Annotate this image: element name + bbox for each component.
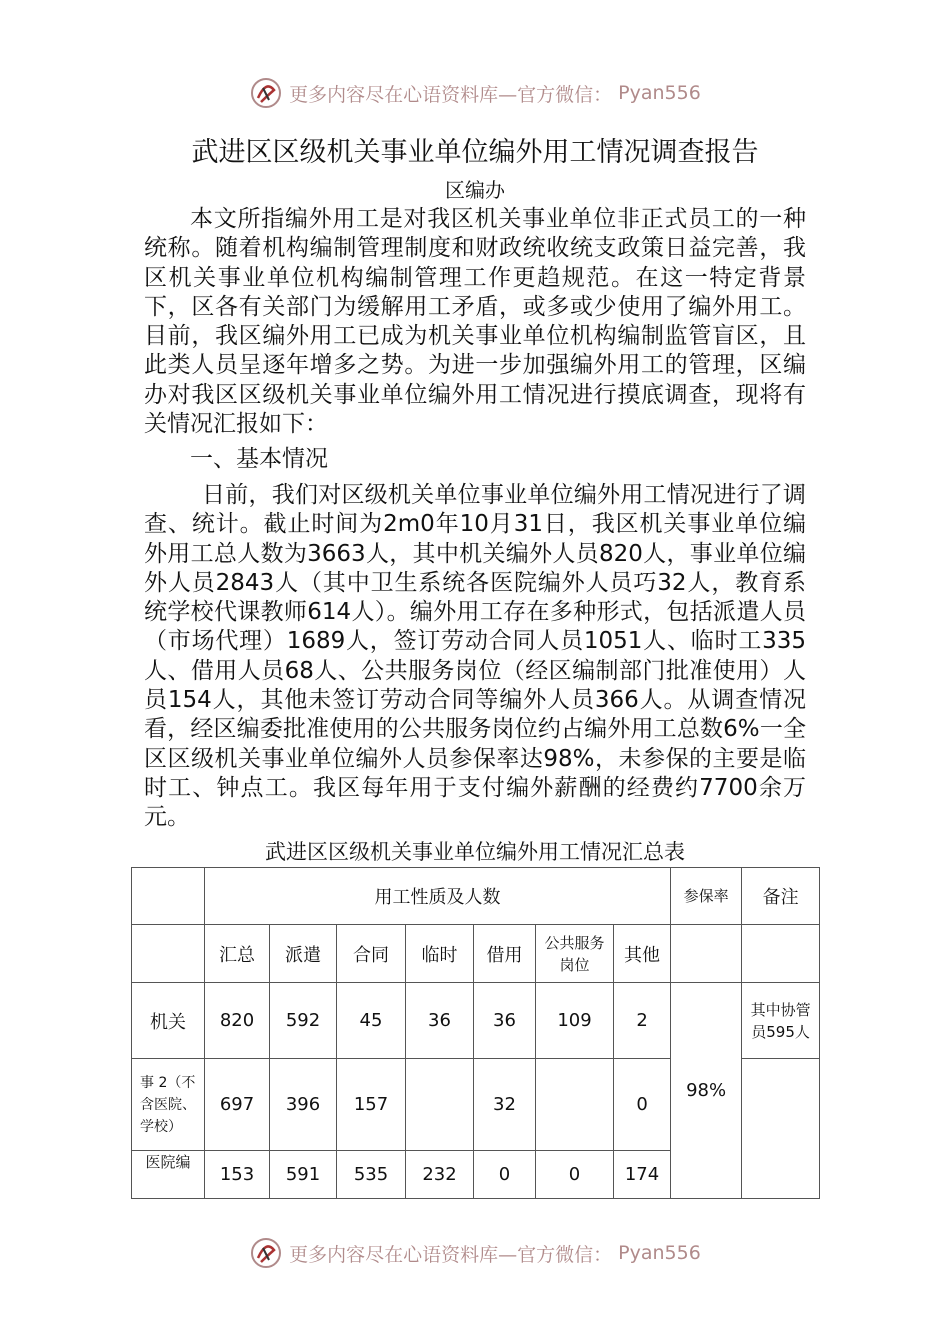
row-label: 医院编 [132,1151,205,1199]
insurance-header-cell: 参保率 [671,868,742,925]
table-cell: 0 [536,1151,614,1199]
table-cell: 535 [337,1151,406,1199]
insurance-rate-cell: 98% [671,983,742,1199]
table-cell: 820 [205,983,270,1059]
table-cell: 174 [614,1151,671,1199]
section-heading-basic: 一、基本情况 [190,446,328,472]
column-header: 借用 [474,925,536,983]
table-cell: 32 [474,1059,536,1151]
table-title: 武进区区级机关事业单位编外用工情况汇总表 [265,840,685,864]
document-title: 武进区区级机关事业单位编外用工情况调查报告 [191,137,759,168]
table-cell: 2 [614,983,671,1059]
table-cell [406,1059,474,1151]
column-header: 其他 [614,925,671,983]
table-cell: 36 [474,983,536,1059]
column-header: 公共服务岗位 [536,925,614,983]
remark-header-cell: 备注 [742,868,820,925]
watermark-text: 更多内容尽在心语资料库—官方微信： [289,83,613,106]
remark-cell [742,1059,820,1199]
column-header: 派遣 [270,925,337,983]
watermark-logo-icon [249,1236,283,1270]
table-cell: 36 [406,983,474,1059]
table-cell: 0 [614,1059,671,1151]
remark-cell: 其中协管员595人 [742,983,820,1059]
document-author: 区编办 [445,178,505,202]
summary-table [131,867,820,1199]
table-header-row-1 [132,868,820,925]
table-cell: 45 [337,983,406,1059]
column-header: 临时 [406,925,474,983]
table-row [132,983,820,1059]
watermark-footer [0,1236,950,1270]
watermark-header [0,76,950,110]
table-empty-cell [742,925,820,983]
row-label: 机关 [132,983,205,1059]
table-cell: 232 [406,1151,474,1199]
intro-paragraph: 本文所指编外用工是对我区机关事业单位非正式员工的一种统称。随着机构编制管理制度和财政统收统支政策日益完善，我区机关事业单位机构编制管理工作更趋规范。在这一特定背景下，区各有关部门为缓解用工矛盾，或多或少使用了编外用工。目前，我区编外用工已成为机关事业单位机构编制监管盲区，且此类人员呈逐年增多之势。为进一步加强编外用工的管理，区编办对我区区级机关事业单位编外用工情况进行摸底调查，现将有关情况汇报如下： [144,206,806,438]
table-cell: 153 [205,1151,270,1199]
table-cell: 697 [205,1059,270,1151]
column-header: 合同 [337,925,406,983]
table-header-row-2 [132,925,820,983]
table-corner-cell [132,868,205,925]
watermark-text: 更多内容尽在心语资料库—官方微信： [289,1243,613,1266]
column-header: 汇总 [205,925,270,983]
table-empty-cell [671,925,742,983]
row-label: 事 2（不含医院、学校） [132,1059,205,1151]
table-cell: 157 [337,1059,406,1151]
table-cell: 592 [270,983,337,1059]
table-empty-cell [132,925,205,983]
watermark-logo-icon [249,76,283,110]
group-header-cell: 用工性质及人数 [205,868,671,925]
table-cell: 109 [536,983,614,1059]
table-cell: 396 [270,1059,337,1151]
watermark-wechat-id: Pyan556 [618,1242,701,1264]
watermark-wechat-id: Pyan556 [618,82,701,104]
section-body-basic: 日前，我们对区级机关单位事业单位编外用工情况进行了调查、统计。截止时间为2m0年10月31日，我区机关事业单位编外用工总人数为3663人，其中机关编外人员820人，事业单位编外人员2843人（其中卫生系统各医院编外人员巧32人，教育系统学校代课教师614人）。编外用工存在多种形式，包括派遣人员（市场代理）1689人，签订劳动合同人员1051人、临时工335人、借用人员68人、公共服务岗位（经区编制部门批准使用）人员154人，其他未签订劳动合同等编外人员366人。从调查情况看，经区编委批准使用的公共服务岗位约占编外用工总数6%一全区区级机关事业单位编外人员参保率达98%，未参保的主要是临时工、钟点工。我区每年用于支付编外薪酬的经费约7700余万元。 [144,482,806,831]
table-cell: 0 [474,1151,536,1199]
table-cell [536,1059,614,1151]
table-cell: 591 [270,1151,337,1199]
